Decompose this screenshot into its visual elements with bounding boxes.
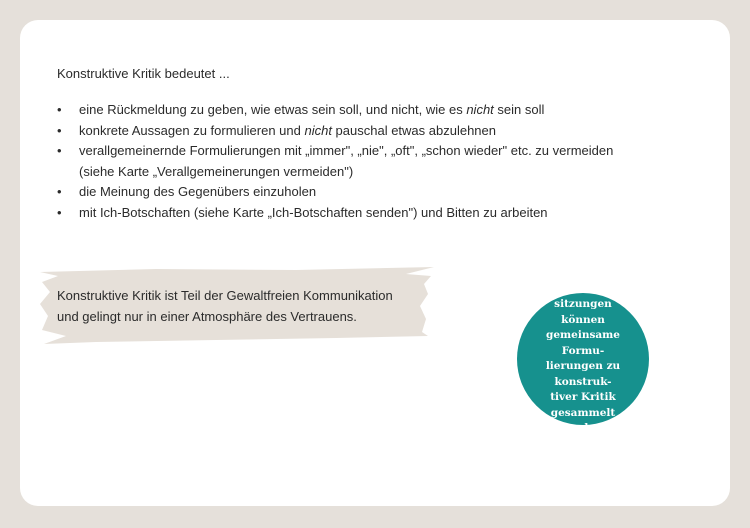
bullet-list	[57, 100, 697, 223]
list-item: • verallgemeinernde Formulierungen mit „immer", „nie", „oft", „schon wieder" etc. zu vermeiden	[57, 141, 697, 162]
list-item: • mit Ich-Botschaften (siehe Karte „Ich-Botschaften senden") und Bitten zu arbeiten	[57, 203, 697, 224]
highlight-text: Konstruktive Kritik ist Teil der Gewaltfreien Kommunikation und gelingt nur in einer Atmosphäre des Vertrauens.	[57, 288, 393, 324]
tip-circle	[517, 282, 649, 434]
bullet-dot-icon: •	[57, 143, 62, 158]
bullet-dot-icon: •	[57, 184, 62, 199]
tip-circle-text: In den Team- sitzungen können gemeinsame Formu- lierungen zu konstruk- tiver Kritik gesammelt werden.	[544, 282, 622, 434]
list-item: • konkrete Aussagen zu formulieren und nicht pauschal etwas abzulehnen	[57, 121, 697, 142]
bullet-dot-icon: •	[57, 204, 62, 220]
info-card	[20, 20, 730, 506]
list-item-continuation: (siehe Karte „Verallgemeinerungen vermeiden")	[79, 163, 354, 179]
list-item: • die Meinung des Gegenübers einzuholen	[57, 182, 697, 203]
bullet-dot-icon: •	[57, 122, 62, 138]
bullet-dot-icon: •	[57, 102, 62, 117]
list-item: • eine Rückmeldung zu geben, wie etwas sein soll, und nicht, wie es nicht sein soll	[57, 100, 697, 121]
intro-text: Konstruktive Kritik bedeutet ...	[57, 66, 230, 81]
